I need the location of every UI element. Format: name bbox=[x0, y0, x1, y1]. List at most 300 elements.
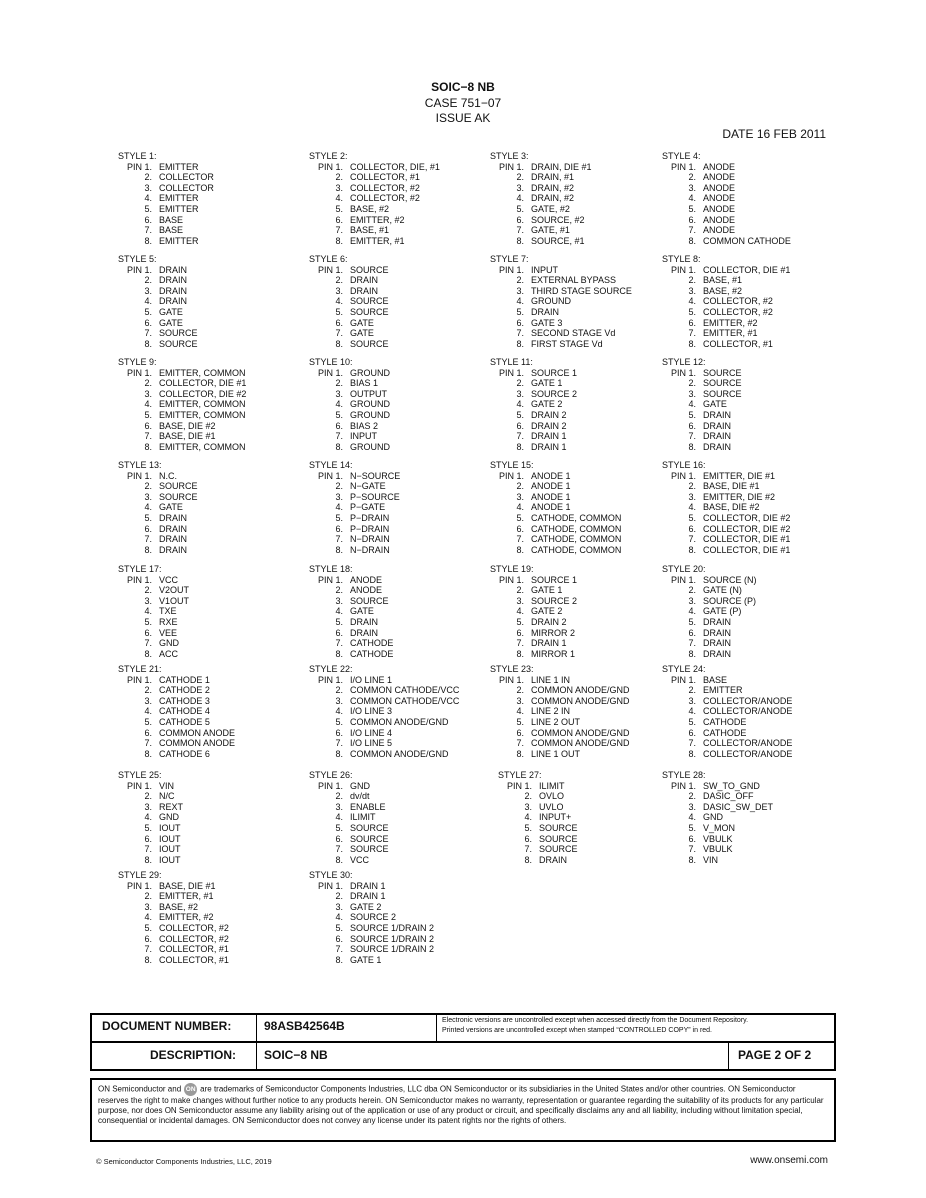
pin-row bbox=[498, 791, 578, 802]
pin-function: dv/dt bbox=[350, 791, 370, 802]
pin-row bbox=[309, 944, 434, 955]
pin-function: GND bbox=[159, 638, 179, 649]
pin-row bbox=[490, 307, 632, 318]
document-number-label: DOCUMENT NUMBER: bbox=[102, 1019, 232, 1033]
pin-number: 6. bbox=[144, 833, 152, 844]
pin-number: 3. bbox=[516, 595, 524, 606]
pin-row bbox=[118, 685, 235, 696]
pin-number: 5. bbox=[516, 306, 524, 317]
pin-function: ANODE 1 bbox=[531, 502, 571, 513]
style-block bbox=[662, 151, 791, 246]
pin-function: ANODE bbox=[703, 203, 736, 214]
pin-row bbox=[309, 513, 400, 524]
pin-row bbox=[309, 675, 459, 686]
pin-number: 7. bbox=[335, 944, 343, 955]
pin-row bbox=[118, 215, 214, 226]
pin-function: COLLECTOR, #2 bbox=[703, 306, 773, 317]
pin-row bbox=[490, 399, 577, 410]
style-title: STYLE 18: bbox=[309, 564, 353, 574]
pin-number: 3. bbox=[144, 595, 152, 606]
pin-number: 2. bbox=[144, 685, 152, 696]
pin-number: 6. bbox=[144, 627, 152, 638]
pin-row bbox=[118, 834, 183, 845]
website-link[interactable]: www.onsemi.com bbox=[750, 1155, 828, 1166]
pin-number: 5. bbox=[688, 716, 696, 727]
pin-row bbox=[118, 596, 189, 607]
pin-function: VIN bbox=[703, 854, 719, 865]
repository-note-line-1: Electronic versions are uncontrolled except when accessed directly from the Document Repository. bbox=[442, 1017, 749, 1024]
pin-number: 7. bbox=[335, 534, 343, 545]
pin-function: ILIMIT bbox=[539, 780, 565, 791]
pin-function: GATE, #2 bbox=[531, 203, 570, 214]
style-title: STYLE 14: bbox=[309, 460, 353, 470]
pin-number: 4. bbox=[144, 399, 152, 410]
pin-function: DASIC_SW_DET bbox=[703, 801, 774, 812]
pin-number: 4. bbox=[688, 812, 696, 823]
pin-number: 8. bbox=[144, 544, 152, 555]
pin-row bbox=[118, 481, 198, 492]
pin-row bbox=[490, 728, 630, 739]
pin-function: SOURCE bbox=[159, 338, 198, 349]
pin-function: GATE 2 bbox=[531, 606, 563, 617]
pin-number: PIN 1. bbox=[670, 574, 696, 585]
pin-function: EMITTER, #2 bbox=[350, 214, 405, 225]
pin-function: CATHODE bbox=[703, 716, 747, 727]
pin-row bbox=[662, 368, 742, 379]
pin-function: COMMON CATHODE/VCC bbox=[350, 695, 460, 706]
pin-function: ANODE bbox=[703, 161, 736, 172]
pin-number: 3. bbox=[335, 695, 343, 706]
pin-function: I/O LINE 3 bbox=[350, 706, 393, 717]
pin-row bbox=[498, 855, 578, 866]
pin-function: LINE 2 OUT bbox=[531, 716, 581, 727]
pin-row bbox=[490, 172, 592, 183]
pin-number: 3. bbox=[688, 595, 696, 606]
pin-row bbox=[662, 855, 773, 866]
style-block bbox=[118, 564, 189, 659]
pin-number: 5. bbox=[335, 409, 343, 420]
pin-function: BASE bbox=[703, 674, 728, 685]
pin-function: DRAIN bbox=[159, 285, 188, 296]
pin-function: CATHODE 6 bbox=[159, 748, 210, 759]
pin-row bbox=[662, 442, 742, 453]
pin-number: 4. bbox=[335, 193, 343, 204]
pin-function: SOURCE bbox=[350, 822, 389, 833]
style-block bbox=[118, 664, 235, 759]
pin-row bbox=[309, 421, 390, 432]
pin-number: 6. bbox=[335, 214, 343, 225]
pin-number: 2. bbox=[688, 172, 696, 183]
pin-function: V1OUT bbox=[159, 595, 190, 606]
pin-row bbox=[309, 524, 400, 535]
pin-row bbox=[118, 265, 198, 276]
pin-function: CATHODE bbox=[350, 638, 394, 649]
pin-function: SOURCE 1/DRAIN 2 bbox=[350, 922, 435, 933]
pin-number: PIN 1. bbox=[498, 674, 524, 685]
pin-function: DRAIN 1 bbox=[531, 638, 567, 649]
pin-number: PIN 1. bbox=[498, 161, 524, 172]
pin-number: 6. bbox=[516, 523, 524, 534]
pin-function: COLLECTOR, #1 bbox=[703, 338, 773, 349]
pin-number: PIN 1. bbox=[126, 264, 152, 275]
pin-row bbox=[662, 834, 773, 845]
pin-number: 5. bbox=[335, 203, 343, 214]
pin-function: CATHODE 4 bbox=[159, 706, 210, 717]
pin-function: DRAIN, DIE #1 bbox=[531, 161, 592, 172]
style-block bbox=[309, 254, 389, 349]
pin-function: COMMON ANODE/GND bbox=[531, 685, 630, 696]
pin-row bbox=[490, 596, 577, 607]
style-block bbox=[309, 564, 393, 659]
pin-function: CATHODE 1 bbox=[159, 674, 210, 685]
pin-number: 7. bbox=[144, 844, 152, 855]
pin-number: 5. bbox=[335, 922, 343, 933]
pin-function: BASE, DIE #2 bbox=[159, 420, 216, 431]
pin-row bbox=[309, 215, 440, 226]
pin-function: COLLECTOR, #1 bbox=[350, 172, 420, 183]
style-block bbox=[662, 357, 742, 452]
pin-number: 5. bbox=[335, 716, 343, 727]
pin-number: 2. bbox=[335, 585, 343, 596]
pin-row bbox=[118, 749, 235, 760]
pin-row bbox=[118, 421, 246, 432]
pin-row bbox=[309, 728, 459, 739]
pin-row bbox=[118, 442, 246, 453]
pin-row bbox=[662, 421, 742, 432]
pin-row bbox=[118, 236, 214, 247]
pin-row bbox=[490, 296, 632, 307]
pin-function: GROUND bbox=[531, 296, 571, 307]
pin-number: 3. bbox=[144, 182, 152, 193]
pin-row bbox=[662, 162, 791, 173]
pin-function: SOURCE (N) bbox=[703, 574, 757, 585]
pin-number: 7. bbox=[516, 225, 524, 236]
style-block bbox=[662, 664, 792, 759]
pin-number: 3. bbox=[516, 491, 524, 502]
pin-row bbox=[309, 296, 389, 307]
pin-function: GATE (N) bbox=[703, 585, 742, 596]
pin-row bbox=[118, 225, 214, 236]
pin-row bbox=[490, 442, 577, 453]
pin-row bbox=[662, 781, 773, 792]
style-title: STYLE 7: bbox=[490, 254, 529, 264]
pin-number: 5. bbox=[688, 512, 696, 523]
pin-row bbox=[490, 638, 577, 649]
pin-number: PIN 1. bbox=[317, 574, 343, 585]
pin-row bbox=[662, 675, 792, 686]
pin-function: SOURCE 2 bbox=[531, 595, 578, 606]
pin-function: COLLECTOR, #2 bbox=[159, 922, 229, 933]
pin-number: 8. bbox=[516, 235, 524, 246]
pin-number: 8. bbox=[335, 235, 343, 246]
pin-row bbox=[309, 183, 440, 194]
pin-number: 4. bbox=[688, 706, 696, 717]
pin-function: BIAS 2 bbox=[350, 420, 379, 431]
pin-function: EMITTER, COMMON bbox=[159, 367, 246, 378]
pin-function: BASE, #1 bbox=[703, 275, 743, 286]
style-title: STYLE 5: bbox=[118, 254, 157, 264]
pin-row bbox=[490, 738, 630, 749]
pin-number: 2. bbox=[688, 378, 696, 389]
pin-number: 4. bbox=[335, 812, 343, 823]
pin-number: 2. bbox=[335, 275, 343, 286]
pin-row bbox=[309, 749, 459, 760]
pin-function: GATE 3 bbox=[531, 317, 563, 328]
pin-function: BASE, DIE #1 bbox=[703, 481, 760, 492]
pin-number: 6. bbox=[688, 420, 696, 431]
pin-function: COLLECTOR, DIE #1 bbox=[159, 378, 247, 389]
pin-function: DRAIN bbox=[159, 523, 188, 534]
pin-number: PIN 1. bbox=[670, 780, 696, 791]
pin-number: 6. bbox=[144, 317, 152, 328]
pin-number: 2. bbox=[335, 378, 343, 389]
pin-number: 4. bbox=[335, 912, 343, 923]
pin-function: V2OUT bbox=[159, 585, 190, 596]
pin-function: GROUND bbox=[350, 399, 390, 410]
pin-function: ANODE bbox=[703, 214, 736, 225]
pin-number: 7. bbox=[688, 328, 696, 339]
style-block bbox=[490, 564, 577, 659]
pin-row bbox=[309, 649, 393, 660]
pin-function: DRAIN 2 bbox=[531, 420, 567, 431]
pin-number: 5. bbox=[516, 716, 524, 727]
pin-number: 6. bbox=[335, 727, 343, 738]
pin-row bbox=[309, 225, 440, 236]
pin-function: CATHODE, COMMON bbox=[531, 523, 622, 534]
pin-function: DRAIN bbox=[703, 420, 732, 431]
pin-function: FIRST STAGE Vd bbox=[531, 338, 603, 349]
pin-row bbox=[662, 791, 773, 802]
pin-number: PIN 1. bbox=[670, 674, 696, 685]
pin-function: GATE bbox=[159, 502, 183, 513]
pin-number: 2. bbox=[688, 481, 696, 492]
pin-row bbox=[662, 225, 791, 236]
pin-number: 3. bbox=[516, 695, 524, 706]
pin-number: 3. bbox=[335, 801, 343, 812]
pin-function: SOURCE 1 bbox=[531, 367, 578, 378]
issue-label: ISSUE AK bbox=[435, 111, 491, 125]
pin-function: SOURCE bbox=[539, 844, 578, 855]
pin-row bbox=[309, 502, 400, 513]
pin-row bbox=[309, 912, 434, 923]
pin-row bbox=[309, 431, 390, 442]
style-block bbox=[662, 254, 790, 349]
pin-number: 5. bbox=[516, 409, 524, 420]
pin-number: 2. bbox=[144, 891, 152, 902]
pin-number: 7. bbox=[335, 638, 343, 649]
pin-number: PIN 1. bbox=[317, 674, 343, 685]
pin-function: BASE, #2 bbox=[703, 285, 743, 296]
pin-row bbox=[490, 628, 577, 639]
pin-row bbox=[662, 617, 757, 628]
pin-number: 6. bbox=[516, 627, 524, 638]
pin-row bbox=[490, 675, 630, 686]
pin-row bbox=[490, 524, 621, 535]
style-title: STYLE 3: bbox=[490, 151, 529, 161]
pin-number: 3. bbox=[688, 388, 696, 399]
style-block bbox=[662, 460, 790, 555]
pin-number: 2. bbox=[516, 585, 524, 596]
pin-number: PIN 1. bbox=[126, 367, 152, 378]
pin-function: SOURCE bbox=[159, 481, 198, 492]
pin-number: 4. bbox=[688, 296, 696, 307]
style-title: STYLE 21: bbox=[118, 664, 162, 674]
pin-number: 8. bbox=[688, 544, 696, 555]
pin-number: 2. bbox=[516, 172, 524, 183]
pin-number: 2. bbox=[335, 481, 343, 492]
pin-function: COMMON ANODE bbox=[159, 727, 236, 738]
pin-row bbox=[490, 275, 632, 286]
pin-function: DRAIN bbox=[703, 409, 732, 420]
pin-number: 2. bbox=[335, 685, 343, 696]
pin-number: 6. bbox=[524, 833, 532, 844]
pin-number: 5. bbox=[688, 203, 696, 214]
pin-number: 2. bbox=[688, 791, 696, 802]
pin-function: N−DRAIN bbox=[350, 534, 390, 545]
style-block bbox=[490, 460, 621, 555]
pin-row bbox=[662, 215, 791, 226]
pin-row bbox=[662, 328, 790, 339]
style-block bbox=[490, 664, 630, 759]
pin-row bbox=[118, 204, 214, 215]
pin-number: 5. bbox=[335, 616, 343, 627]
pin-row bbox=[490, 575, 577, 586]
pin-function: SW_TO_GND bbox=[703, 780, 760, 791]
pin-function: P−GATE bbox=[350, 502, 386, 513]
pin-number: 8. bbox=[335, 954, 343, 965]
pin-function: COMMON CATHODE/VCC bbox=[350, 685, 460, 696]
pin-number: 7. bbox=[335, 328, 343, 339]
pin-number: 7. bbox=[144, 225, 152, 236]
pin-number: 3. bbox=[688, 491, 696, 502]
pin-row bbox=[662, 545, 790, 556]
pin-function: SOURCE 1/DRAIN 2 bbox=[350, 933, 435, 944]
pin-row bbox=[118, 318, 198, 329]
pin-row bbox=[490, 545, 621, 556]
pin-number: 5. bbox=[516, 512, 524, 523]
pin-row bbox=[490, 368, 577, 379]
pin-row bbox=[309, 891, 434, 902]
pin-function: BASE, DIE #2 bbox=[703, 502, 760, 513]
pin-number: 7. bbox=[688, 638, 696, 649]
pin-function: COLLECTOR, #1 bbox=[159, 954, 229, 965]
pin-function: VCC bbox=[350, 854, 370, 865]
pin-function: VIN bbox=[159, 780, 175, 791]
pin-row bbox=[498, 844, 578, 855]
pin-row bbox=[118, 881, 229, 892]
pin-row bbox=[118, 575, 189, 586]
pin-function: SOURCE 2 bbox=[531, 388, 578, 399]
pin-row bbox=[498, 834, 578, 845]
pin-function: DRAIN bbox=[703, 431, 732, 442]
pin-number: 7. bbox=[688, 225, 696, 236]
pin-row bbox=[309, 844, 389, 855]
pin-function: EMITTER, #1 bbox=[350, 235, 405, 246]
pin-number: PIN 1. bbox=[317, 264, 343, 275]
pin-row bbox=[662, 606, 757, 617]
pin-function: COMMON ANODE/GND bbox=[350, 748, 449, 759]
pin-function: DRAIN bbox=[159, 296, 188, 307]
pin-function: COLLECTOR/ANODE bbox=[703, 748, 793, 759]
pin-function: GATE 1 bbox=[531, 378, 563, 389]
pin-number: 8. bbox=[516, 748, 524, 759]
pin-function: COLLECTOR, DIE #1 bbox=[703, 544, 791, 555]
pin-function: DRAIN bbox=[159, 544, 188, 555]
pin-row bbox=[662, 275, 790, 286]
pin-row bbox=[118, 902, 229, 913]
pin-row bbox=[309, 585, 393, 596]
pin-function: EMITTER, DIE #2 bbox=[703, 491, 776, 502]
pin-number: 7. bbox=[516, 738, 524, 749]
pin-function: INPUT bbox=[350, 431, 377, 442]
pin-function: COMMON ANODE/GND bbox=[531, 727, 630, 738]
pin-row bbox=[309, 802, 389, 813]
pin-number: 4. bbox=[516, 399, 524, 410]
pin-number: 3. bbox=[335, 901, 343, 912]
pin-number: 3. bbox=[688, 285, 696, 296]
pin-function: BASE, #2 bbox=[350, 203, 390, 214]
pin-row bbox=[309, 902, 434, 913]
pin-row bbox=[118, 431, 246, 442]
pin-number: PIN 1. bbox=[498, 470, 524, 481]
pin-number: 3. bbox=[144, 388, 152, 399]
pin-row bbox=[662, 585, 757, 596]
pin-function: ENABLE bbox=[350, 801, 386, 812]
pin-number: PIN 1. bbox=[498, 367, 524, 378]
pin-row bbox=[118, 717, 235, 728]
pin-function: EMITTER bbox=[159, 235, 199, 246]
pin-number: 6. bbox=[516, 727, 524, 738]
pin-row bbox=[118, 502, 198, 513]
description-value: SOIC−8 NB bbox=[264, 1048, 328, 1062]
pin-row bbox=[118, 307, 198, 318]
pin-number: 5. bbox=[516, 203, 524, 214]
pin-number: 8. bbox=[335, 441, 343, 452]
pin-function: DRAIN, #2 bbox=[531, 182, 575, 193]
style-title: STYLE 12: bbox=[662, 357, 706, 367]
pin-function: SOURCE bbox=[703, 367, 742, 378]
pin-number: 4. bbox=[516, 706, 524, 717]
pin-function: MIRROR 2 bbox=[531, 627, 576, 638]
pin-row bbox=[118, 378, 246, 389]
pin-number: 8. bbox=[144, 748, 152, 759]
pin-row bbox=[309, 442, 390, 453]
pin-row bbox=[118, 728, 235, 739]
pin-function: ANODE bbox=[703, 225, 736, 236]
pin-row bbox=[490, 389, 577, 400]
pin-function: EMITTER, COMMON bbox=[159, 409, 246, 420]
style-block bbox=[309, 151, 440, 246]
pin-function: DRAIN bbox=[703, 638, 732, 649]
pin-number: 3. bbox=[144, 801, 152, 812]
pin-function: N−GATE bbox=[350, 481, 386, 492]
pin-number: 8. bbox=[335, 338, 343, 349]
pin-function: EMITTER, COMMON bbox=[159, 399, 246, 410]
style-title: STYLE 2: bbox=[309, 151, 348, 161]
pin-row bbox=[118, 328, 198, 339]
style-title: STYLE 11: bbox=[490, 357, 533, 367]
pin-function: N−SOURCE bbox=[350, 470, 401, 481]
pin-number: 3. bbox=[144, 901, 152, 912]
pin-function: DRAIN bbox=[703, 441, 732, 452]
style-title: STYLE 15: bbox=[490, 460, 534, 470]
pin-function: SOURCE, #2 bbox=[531, 214, 585, 225]
pin-row bbox=[118, 585, 189, 596]
pin-number: 8. bbox=[144, 235, 152, 246]
pin-number: 4. bbox=[516, 606, 524, 617]
pin-function: DRAIN 1 bbox=[531, 431, 567, 442]
pin-number: 4. bbox=[688, 193, 696, 204]
